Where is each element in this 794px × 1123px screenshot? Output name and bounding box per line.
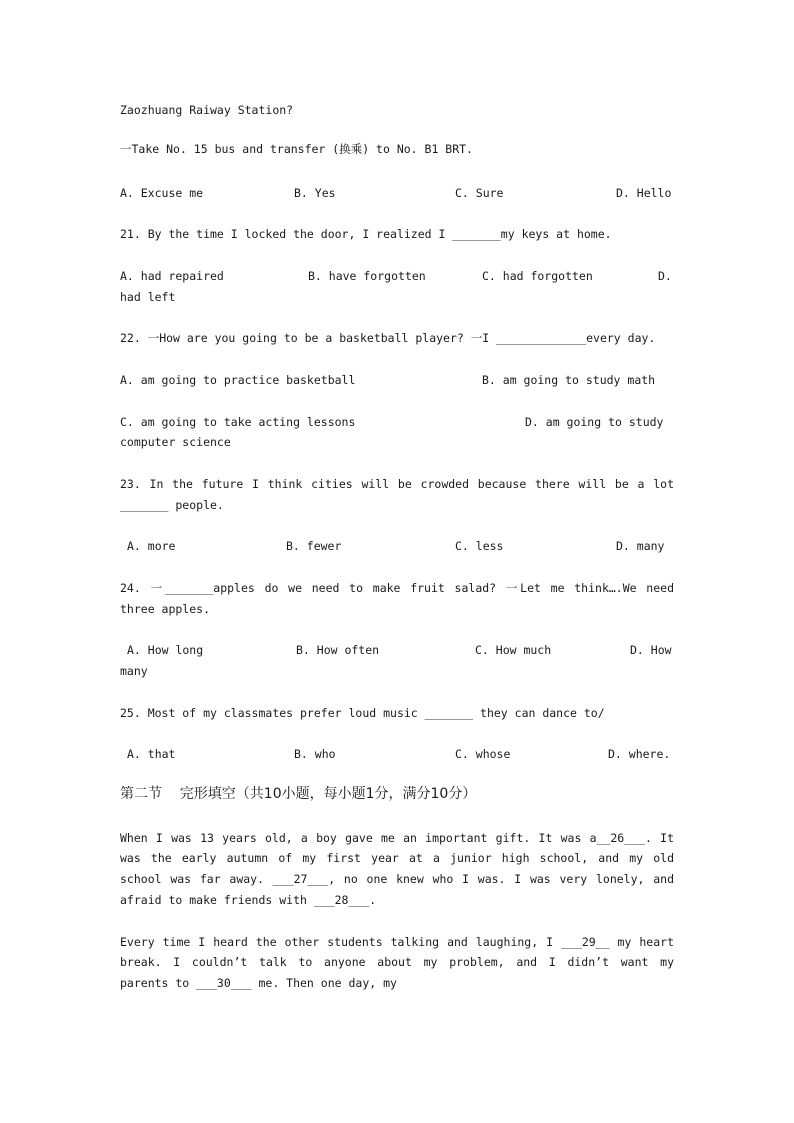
q20-options [120, 186, 674, 200]
q22-option-d: D. am going to study [525, 415, 664, 429]
passage-p2-line1: Every time I heard the other students talking and laughing, I ___29__ my heart [120, 935, 674, 949]
q20-reply: 一Take No. 15 bus and transfer (换乘) to No. B1 BRT. [120, 142, 473, 156]
q24-option-c: C. How much [475, 643, 552, 657]
q24-stem-line2: three apples. [120, 602, 211, 616]
q20-stem-continuation: Zaozhuang Raiway Station? [120, 103, 294, 117]
passage-p1-line4: afraid to make friends with ___28___. [120, 893, 377, 907]
q23-option-a: A. more [127, 539, 176, 553]
passage-p2-line2: break. I couldn’t talk to anyone about my problem, and I didn’t want my [120, 955, 674, 969]
passage-p1-line3: school was far away. ___27___, no one knew who I was. I was very lonely, and [120, 872, 674, 886]
q23-option-c: C. less [455, 539, 504, 553]
q21-options [120, 269, 674, 283]
q25-option-d: D. where. [608, 747, 671, 761]
q21-stem: 21. By the time I locked the door, I realized I _______my keys at home. [120, 227, 612, 241]
passage-p1-line2: was the early autumn of my first year at a junior high school, and my old [120, 851, 674, 865]
passage-p2-line3: parents to ___30___ me. Then one day, my [120, 976, 397, 990]
q21-option-d-text: had left [120, 290, 176, 304]
q20-option-a: A. Excuse me [120, 186, 204, 200]
q20-option-d: D. Hello [616, 186, 672, 200]
q22-option-a: A. am going to practice basketball [120, 373, 356, 387]
q23-stem-line1: 23. In the future I think cities will be crowded because there will be a lot [120, 477, 674, 491]
q21-option-c: C. had forgotten [482, 269, 593, 283]
q21-option-d: D. [658, 269, 672, 283]
q22-options-cd [120, 415, 674, 429]
passage-p1-line1: When I was 13 years old, a boy gave me an important gift. It was a__26___. It [120, 831, 674, 845]
q20-option-b: B. Yes [294, 186, 336, 200]
q25-option-b: B. who [294, 747, 336, 761]
q22-option-c: C. am going to take acting lessons [120, 415, 356, 429]
q22-options-ab [120, 373, 674, 387]
q24-options [120, 643, 674, 657]
q23-option-d: D. many [616, 539, 665, 553]
q24-option-d-text: many [120, 664, 148, 678]
q22-option-b: B. am going to study math [482, 373, 656, 387]
q24-option-d: D. How [630, 643, 672, 657]
section-heading: 第二节 完形填空（共10小题，每小题1分，满分10分） [120, 786, 477, 802]
q24-option-a: A. How long [127, 643, 204, 657]
q25-option-c: C. whose [455, 747, 511, 761]
q23-option-b: B. fewer [286, 539, 342, 553]
q20-option-c: C. Sure [455, 186, 504, 200]
q22-stem: 22. 一How are you going to be a basketball player? 一I _____________every day. [120, 331, 656, 345]
q22-option-d-text: computer science [120, 435, 231, 449]
q21-option-b: B. have forgotten [308, 269, 426, 283]
q23-options [120, 539, 674, 553]
q25-option-a: A. that [127, 747, 176, 761]
q25-options [120, 747, 674, 761]
q24-option-b: B. How often [296, 643, 380, 657]
q23-stem-line2: _______ people. [120, 498, 224, 512]
q21-option-a: A. had repaired [120, 269, 224, 283]
q25-stem: 25. Most of my classmates prefer loud music _______ they can dance to/ [120, 706, 605, 720]
q24-stem-line1: 24. 一_______apples do we need to make fruit salad? 一Let me think….We need [120, 581, 674, 595]
